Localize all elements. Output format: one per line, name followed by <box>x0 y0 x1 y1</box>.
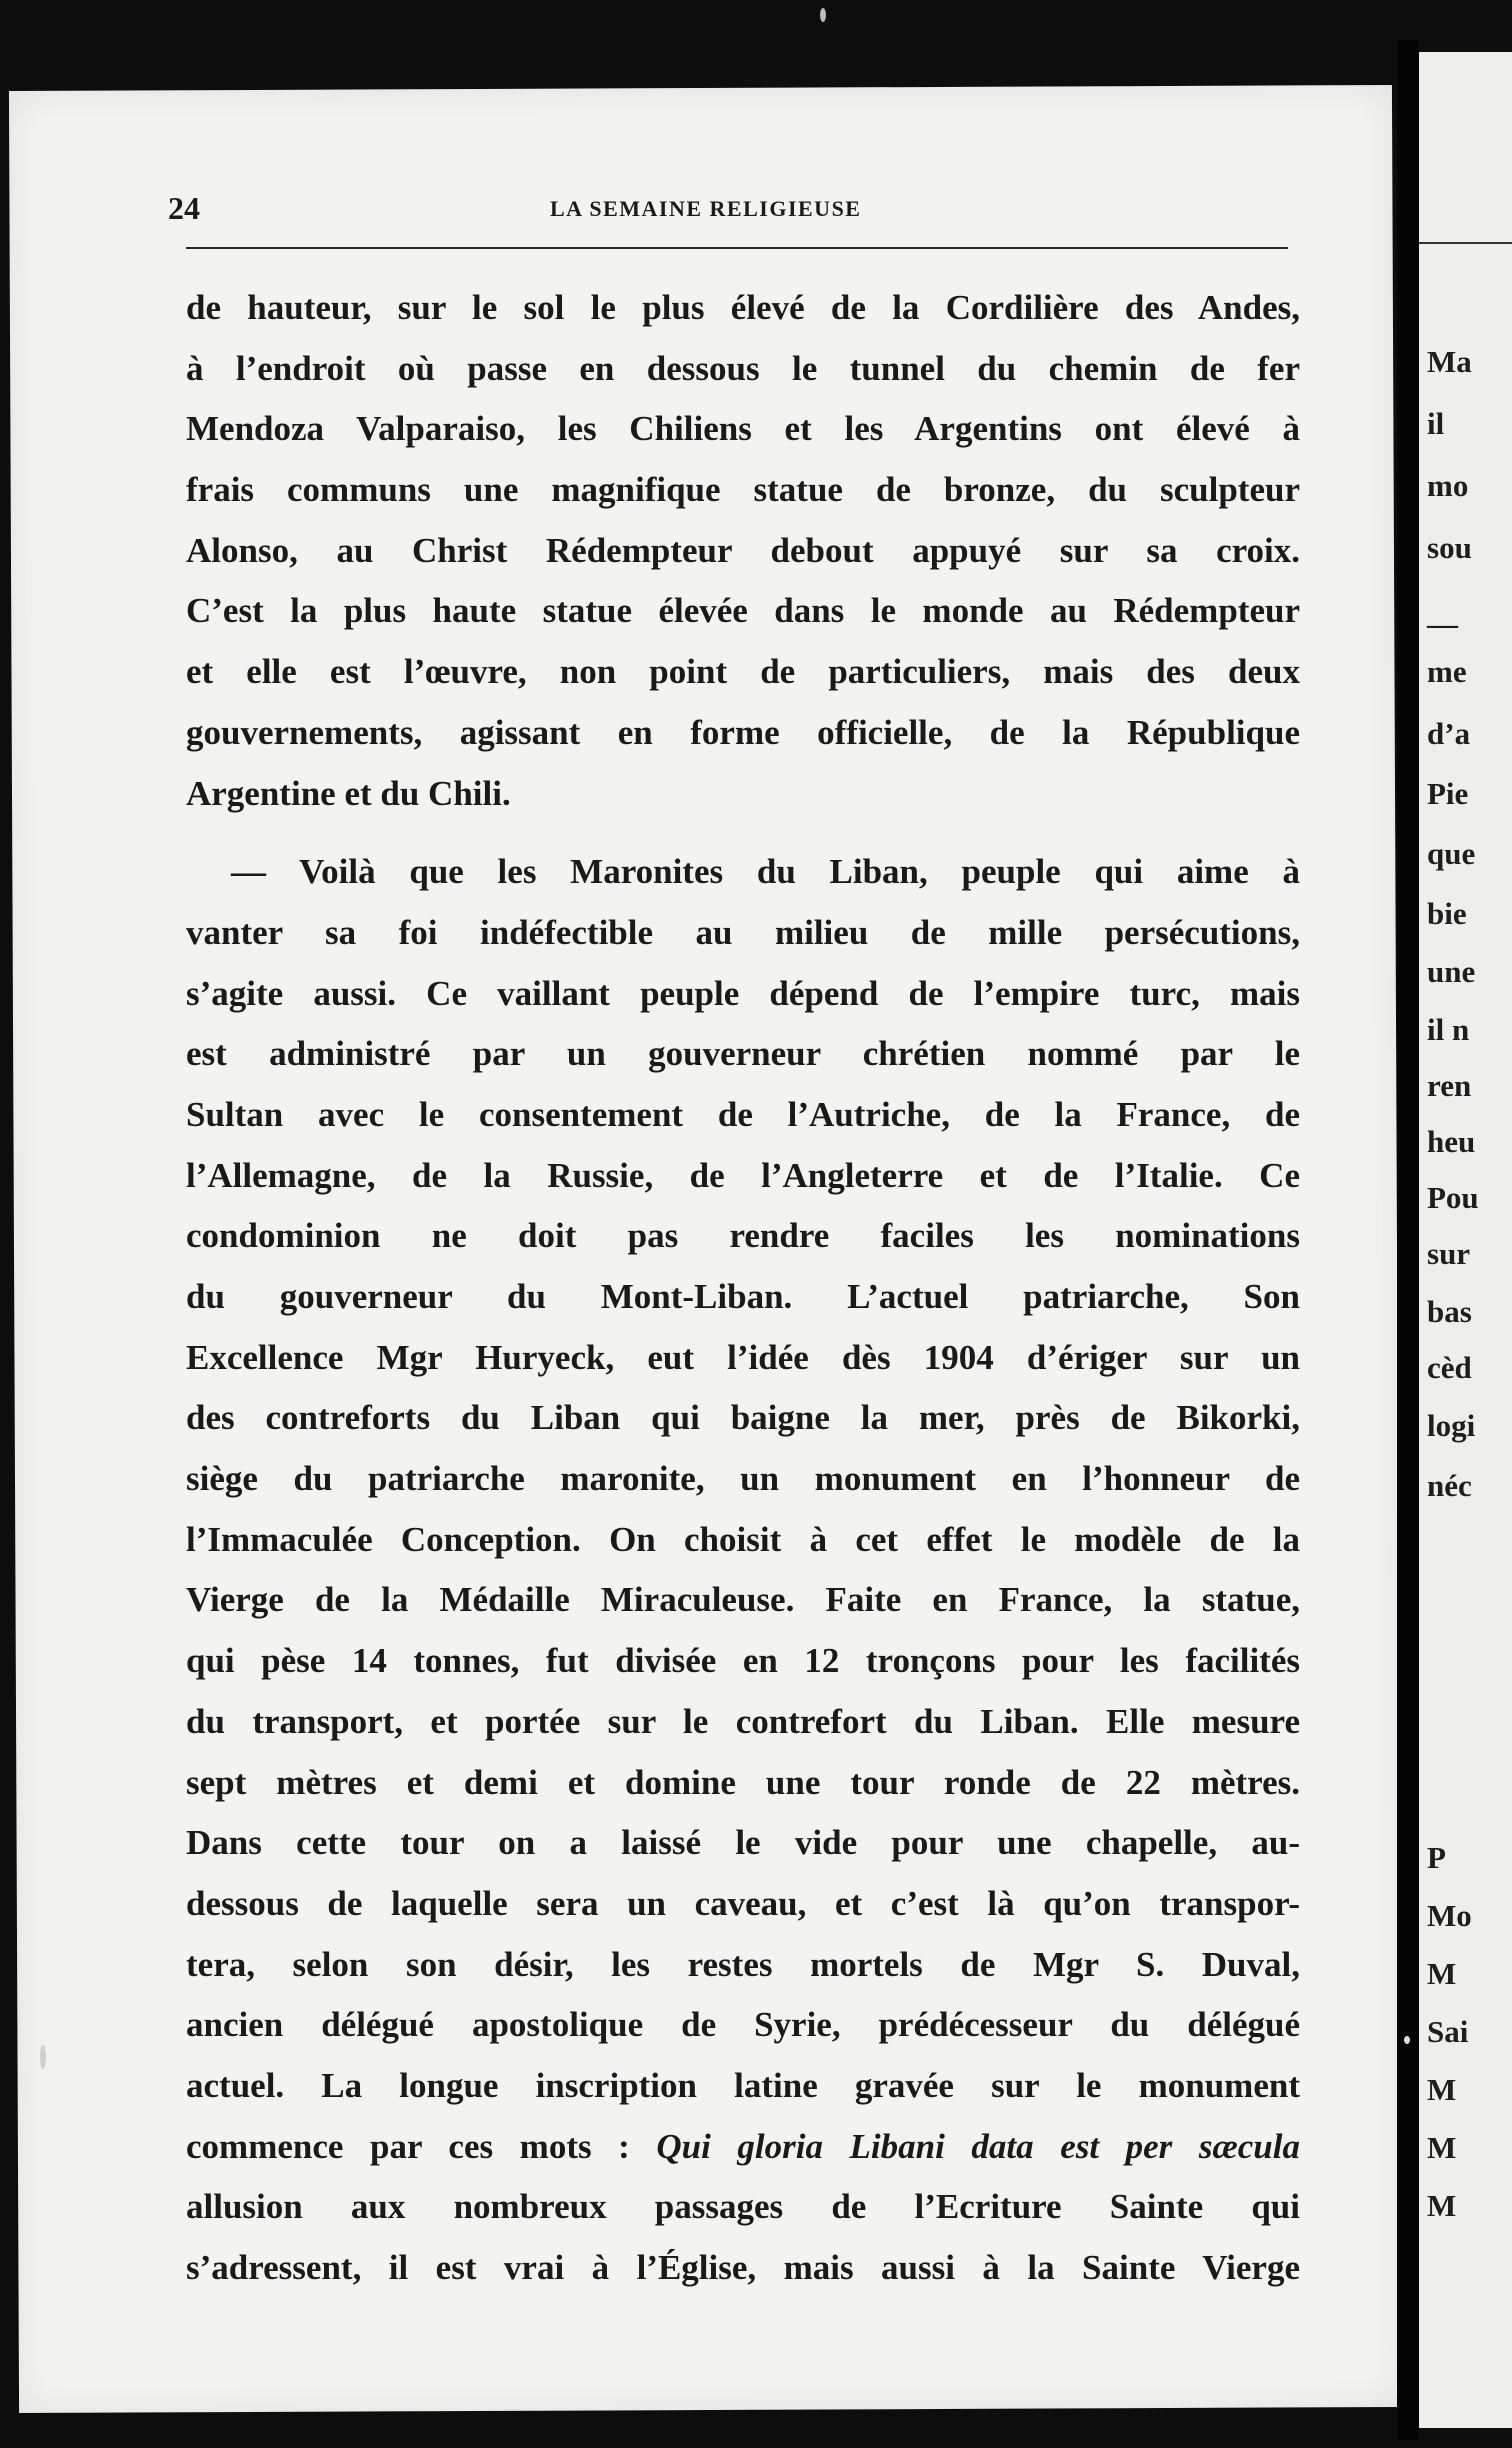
facing-fragment: M <box>1427 1956 1457 1991</box>
header-rule <box>186 247 1288 249</box>
latin-intro: commence par ces mots : <box>186 2126 657 2166</box>
facing-fragment: P <box>1427 1840 1446 1875</box>
facing-fragment: M <box>1427 2072 1457 2107</box>
text-line: actuel. La longue inscription latine gravée sur le monument <box>186 2065 1300 2105</box>
text-line: Vierge de la Médaille Miraculeuse. Faite en France, la statue, <box>186 1580 1300 1620</box>
text-line: Alonso, au Christ Rédempteur debout appuyé sur sa croix. <box>186 530 1300 570</box>
facing-fragment: ren <box>1427 1068 1472 1103</box>
text-line: gouvernements, agissant en forme officielle, de la République <box>186 712 1300 752</box>
facing-fragment: d’a <box>1427 716 1471 751</box>
text-line: et elle est l’œuvre, non point de particuliers, mais des deux <box>186 652 1300 692</box>
facing-fragment: sur <box>1427 1236 1471 1271</box>
facing-page-rule <box>1419 242 1512 244</box>
text-line: allusion aux nombreux passages de l’Ecriture Sainte qui <box>186 2187 1300 2227</box>
text-line: est administré par un gouverneur chrétien nommé par le <box>186 1034 1300 1074</box>
facing-fragment: cèd <box>1427 1350 1472 1385</box>
facing-fragment: il <box>1427 406 1445 441</box>
text-line: dessous de laquelle sera un caveau, et c’est là qu’on transpor- <box>186 1883 1300 1923</box>
facing-fragment: me <box>1427 654 1467 689</box>
text-line: — Voilà que les Maronites du Liban, peuple qui aime à <box>231 852 1300 892</box>
facing-fragment: bas <box>1427 1294 1472 1329</box>
facing-fragment: logi <box>1427 1408 1476 1443</box>
text-line: siège du patriarche maronite, un monument en l’honneur de <box>186 1459 1300 1499</box>
facing-fragment: heu <box>1427 1124 1476 1159</box>
text-line-latin <box>186 2117 1300 2178</box>
text-line: qui pèse 14 tonnes, fut divisée en 12 tronçons pour les facilités <box>186 1641 1300 1681</box>
text-line: Dans cette tour on a laissé le vide pour une chapelle, au- <box>186 1823 1300 1863</box>
facing-fragment: bie <box>1427 896 1467 931</box>
scan-speck <box>1404 2036 1410 2044</box>
text-line: Argentine et du Chili. <box>186 773 511 813</box>
facing-fragment: M <box>1427 2188 1457 2223</box>
text-line: Excellence Mgr Huryeck, eut l’idée dès 1904 d’ériger sur un <box>186 1337 1300 1377</box>
text-line: vanter sa foi indéfectible au milieu de mille persécutions, <box>186 912 1300 952</box>
text-line: sept mètres et demi et domine une tour ronde de 22 mètres. <box>186 1762 1300 1802</box>
running-head <box>168 190 1288 230</box>
scan-speck <box>40 2045 46 2069</box>
scan-speck <box>820 8 826 22</box>
text-line: du gouverneur du Mont-Liban. L’actuel patriarche, Son <box>186 1277 1300 1316</box>
text-line: s’agite aussi. Ce vaillant peuple dépend de l’empire turc, mais <box>186 973 1300 1013</box>
text-line: à l’endroit où passe en dessous le tunnel du chemin de fer <box>186 348 1300 388</box>
text-line: Sultan avec le consentement de l’Autriche, de la France, de <box>186 1094 1300 1134</box>
facing-fragment: Ma <box>1427 344 1472 379</box>
text-line: de hauteur, sur le sol le plus élevé de la Cordilière des Andes, <box>186 288 1300 327</box>
facing-fragment: Pie <box>1427 776 1469 811</box>
facing-fragment: que <box>1427 836 1476 871</box>
latin-quote: Qui gloria Libani data est per sæcula <box>656 2126 1300 2166</box>
body-text <box>186 278 1300 2299</box>
facing-fragment: sou <box>1427 530 1472 565</box>
running-title: LA SEMAINE RELIGIEUSE <box>550 196 862 221</box>
page-number: 24 <box>168 190 200 226</box>
text-line: C’est la plus haute statue élevée dans le monde au Rédempteur <box>186 591 1300 631</box>
text-line: s’adressent, il est vrai à l’Église, mais aussi à la Sainte Vierge <box>186 2248 1300 2287</box>
facing-fragment: néc <box>1427 1468 1472 1503</box>
facing-fragment: M <box>1427 2130 1457 2165</box>
paragraph-1 <box>186 278 1300 824</box>
text-line: ancien délégué apostolique de Syrie, prédécesseur du délégué <box>186 2005 1300 2045</box>
facing-fragment: Sai <box>1427 2014 1469 2049</box>
text-line: des contreforts du Liban qui baigne la mer, près de Bikorki, <box>186 1398 1300 1438</box>
facing-fragment: mo <box>1427 468 1469 503</box>
facing-fragment: — <box>1427 606 1458 641</box>
facing-fragment: Mo <box>1427 1898 1472 1933</box>
facing-fragment: Pou <box>1427 1180 1479 1215</box>
text-line: frais communs une magnifique statue de bronze, du sculpteur <box>186 470 1300 510</box>
text-line: l’Immaculée Conception. On choisit à cet effet le modèle de la <box>186 1519 1300 1559</box>
text-line: condominion ne doit pas rendre faciles les nominations <box>186 1216 1300 1256</box>
facing-page-edge <box>1419 52 1512 2428</box>
facing-fragment: une <box>1427 954 1476 989</box>
paragraph-2 <box>186 842 1300 2299</box>
text-line: Mendoza Valparaiso, les Chiliens et les Argentins ont élevé à <box>186 409 1300 449</box>
book-gutter <box>1397 40 1419 2440</box>
text-line: du transport, et portée sur le contrefort du Liban. Elle mesure <box>186 1701 1300 1741</box>
facing-fragment: il n <box>1427 1012 1470 1047</box>
text-line: l’Allemagne, de la Russie, de l’Angleterre et de l’Italie. Ce <box>186 1155 1300 1195</box>
text-line: tera, selon son désir, les restes mortels de Mgr S. Duval, <box>186 1944 1300 1984</box>
